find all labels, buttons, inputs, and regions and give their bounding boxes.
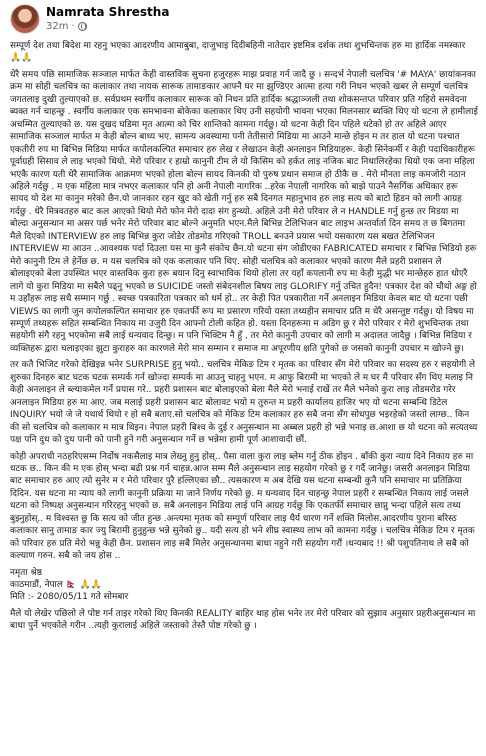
post-paragraph: तर कतै भिजिट गरेको देखिइन्न भनेर SURPRISE हुनु भयो.. चलचित्र मेकिङ टिम र मृतक का परिवार सँग मेरो परिवार का सदस्य हरु र सहयोगी ले शुरुका दिनहरु बाट घटक घटक सम्पर्क गर्न खोज्दा सम्पर्क मा आउनु चाहनु भएन. म आफु बिरामी मा भएको ले म घर मै परिवार सँग थिए मलाइ नि केही अनलाइन ले ब्ल्याकमेल गर्ने प्रयास गरे.. प्रहरी प्रशासन बाट बोलाइएको बेला मैले मेरो भनाई राखें तर मैले भनेको कुरा लाइ तोडमरोड गरेर अनलाइन मिडिया हरु मा आए. जब मलाई प्रहरी प्रशासन बाट बोलावट भयो म तुरुन्त म प्रहरी कार्यालय हाजिर भए यो धटना सम्बन्धि डिटेल INQUIRY भयो जे जे यथार्थ थियो र हो सबै बताए.सो चलचित्र को मेकिङ टिम कलाकार हरु सबै जना सँग सोधपुछ भइरहेको जस्तो लाग्छ.. किन की सो चलचित्र को कलाकार म मात्र थिइन। नेपाल प्रहरी बिश्व के दुई र अनुसन्धान मा अब्बल प्रहरी हो भन्ने भनाइ छ.आशा छ यो धटना को सत्यतथ्य पक्ष पनि दुध को दुध पानी को पानी हुने गरी अनुसन्धान गर्ने छ भन्नेमा हामी पूर्ण आशावादी छौं. (10, 360, 478, 446)
signature-date: मिति :- 2080/05/11 गते सोमबार (10, 592, 129, 603)
post-time[interactable]: 32m (46, 21, 69, 32)
post-body (10, 40, 478, 637)
post-closing: मैले यो लेखेर पछिलो ले पोष्ट गर्न ताइर गरेको थिए किनकी REALITY बाहिर थाह होस भनेर तर मेरो परिवार को सुझाव अनुसार प्रहरीअनुसन्धान मा बाधा पुर्ने भएकोले गरीन ..त्यही कुरालाई अहिले जस्ताको तेस्तै पोष्ट गरेको छु । (10, 608, 476, 632)
author-name[interactable]: Namrata Shrestha (46, 5, 170, 19)
post-paragraph: सम्पूर्ण देश तथा बिदेश मा रहनु भएका आदरणीय आमाबुबा, दाजुभाइ दिदीबहिनी नातेदार इष्टमित्र दर्शक तथा शुभचिन्तक हरु मा हार्दिक नमस्कार 🙏🙏 (10, 41, 466, 64)
post-paragraph: कोही अपराधी नठहरिएसम्म निर्दोष नकसैलाइ मात्र लेख्नु हुनु होस्.. पैसा वाला कुरा लाइ ब्लेम गर्नु ठीक होइन . बाँकी कुरा न्याय दिने निकाय हरु मा धटक छ.. किन की म एक होस् भन्दा बढी प्रश्न गर्न चाहन्न.आज सम्म मैले अनुसन्धान लाइ सहयोग गरेको छु र गर्दै जानेछु। जसरी अनलाइन मिडिया बाट समाचार हरु आए त्यो सुनेर म र मेरो परिवार पुरै हल्लिएका छौ.. त्यसकारण म अब देखि यस धटना सम्बन्धी कुनै पनि समाचार मा प्रतिक्रिया दिदिन. यस धटना मा न्याय को लागी कानुनी प्रक्रिया मा जाने निर्णय गरेको छु. म धन्यवाद दिन चाहन्छु नेपाल प्रहरी र सम्बन्धित निकाय लाई जसले धटना को निष्पक्ष अनुसन्धान गरिरहनु भएको छ. सबै अनलाइन मिडिया लाई पनि आग्रह गर्दछु कि एकतर्फी समाचार छाप्नु भन्दा पहिले सत्य तथ्य बुझ्नुहोस्.. म विश्वस्त छु कि सत्य को जीत हुन्छ .अन्त्यमा मृतक को सम्पूर्ण परिवार लाइ धैर्य धारण गर्ने शक्ति मिलोस.आदरणीय पुराना बरिस्ठ कलाकार सानु तामाङ कार ज्यु बिरामी हुनुहुन्छ भन्ने सुनेको छु.. यदी सत्य हो भने शीघ्र स्वास्थ्य लाभ को कामना गर्दछु । चलचित्र मेकिङ टिम र मृतक को परिवार हरु प्रति मेरो भन्नु केही छैन. प्रशासन लाइ सबै मिलेर अनुसन्धानमा बाधा नहुने गरी सहयोग गरौं ।धन्यबाद !! श्री पशुपतिनाथ ले सबै को कल्याण गरुन. सबै को जय होस .. (10, 451, 475, 562)
signature-name: नमृता श्रेष्ठ (10, 567, 42, 578)
signature-block (10, 567, 478, 604)
globe-icon (78, 22, 87, 31)
post-header (6, 4, 480, 38)
author-avatar[interactable] (10, 4, 40, 34)
meta-separator: · (71, 21, 75, 32)
signature-location: काठमाडौं, नेपाल 🇳🇵 🙏🙏 (10, 580, 102, 591)
post-meta (46, 21, 87, 32)
post-paragraph: धेरै समय पछि सामाजिक सञ्जाल मार्फत केही वास्तविक सुचना हजुरहरू माझ प्रवाह गर्न जादै छु । सन्दर्भ नेपाली चलचित्र '# MAYA' छायांकनका क्रम मा सोही चलचित्र का कलाकार तथा नायक सारूक तामाङकार आफ्नै घर मा झुण्डिएर आत्मा हत्या गरी निधन भएको खबर ले सम्पूर्ण चलचित्र जगतलाइ दुखी तुल्याएको छ. सर्वप्रथम स्वर्गीय कलाकार सारूक को निधन प्रति हार्दिक श्रद्धाञ्जली तथा शोकसन्तप्त परिवार प्रति गहिरो समवेदना ब्यक्त गर्न चाहन्छु . स्वर्गीय कलाकार एक समभावना बोकेका कलाकार थिए उनी सहयोगी भावना भएका मिलनसार ब्यक्ति थिए यो धटना ले हामीलाई अचम्मित तुल्याएको छ. यस दुखद घडिमा मृत आत्मा को चिर शान्तिको कामना गर्दछु। यो धटना केही दिन पहिले धटेको हो तर अहिले आएर सामाजिक सञ्जाल मार्फत म केही बोल्न बाध्य भए. सामन्य अवस्थामा पनी तेतीसारो मिडिया मा आउने मान्छे होइन म तर हाल यो धटना पश्चात एकतीरी रुप मा बिभिन्न मिडिया मार्फत कपोलकल्पित समाचार हरु लेख र लेखाउन केही अनलाइन मिडियाहरू. केही सिनेकर्मी र केही पदाधिकारीहरू पूर्वाग्रही सिसाव ले लाइ भएको थियो. मेरो परिवार र हाम्रो कानुनी टीम ले यो किसिम को हर्कत लाइ नजिक बाट निधालिरहेका थियो एक जना महिला भएकै कारण यती धेरै सामाजिक आक्रमण भएको होला बोल्न सायद किनकी यो पुरुष प्रधान समाज हो ठीकै छ . मेरो मौनता लाइ कमजोरी नठान अहिले गर्दछु . म एक महिला मात्र नभएर कलाकार पनि हो अनी नेपाली नागरिक ..हरेक नेपाली नागरिक को बाझे पाउने नैसर्गिक अधिकार हरू सायद यो देश मा कानुन मरेको छैन.यो जानकार रहन खुट को खेती गर्नु हरु सबै दिनगत महानुभाव हरु लाइ सत्य को बाटो हिडन को लागी आग्रह गर्दछु . धेरै मित्रवतहरु बाट कल आएको थियो मेरो फोन मेरो दादा संग हुन्थ्यो. अहिले उनी मेरो परिवार ले न HANDLE गर्नु हुन्छ तर मिडया मा बोल्दा अनुसन्धान मा असर पर्छ भनेर मेरो परिवार बाट बोल्ने अनुमति भएन.मैले बिभिन्न टेलिभिजन बाट लाइभ अन्तर्वार्ता दिन समय त छ बिगतमा मैले दिएको INTERVIEW हरु लाइ बिभिन्न कुरा जोडेर तोडमोड गरिएको TROLL बनउने प्रयास भयो यसकारण यस बखत टेलिभिजन INTERVIEW मा आउन ..आवश्यक पर्दा दिउला यस मा कुनै संकोच छैन.यो धटना संग जोडीएका FABRICATED समाचार र बिभिन्न भिडियो हरू मेरो कानुनी टिम ले हेर्नेछ छ. म यस चलचित्र को एक कलाकार पनि थिए. सोही चलचित्र को कलाकार भएको कारण मैले प्रहरी प्रशासन ले बोलाइएको बेला उपस्थित भएर वास्तविक कुरा हरू बयान दिनु स्वाभाविक थियो होला तर यहाँ कपलानी रुप मा केही मुद्धी भर मान्छेहरु हात धोएरै लागे यो कुरा मिडिया मा सबैले पढ्नु भएको छ SUICIDE जस्तो संबेदनशील बिषय लाइ GLORIFY गर्नु उचित हुदैन! पत्रकार देश को चौथो अङ्ग हो म उहाँहरू लाइ सधै सम्मान गर्छु . स्वच्छ पत्रकारिता पत्रकार को धर्म हो.. तर केही पित पत्रकारीता गर्ने अनलाइन मिडिया केवल बाट यो धटना पछी VIEWS का लागी जुन कपोलकल्पित समाचार हरु एकतर्फी रूप मा प्रसारण गरियो यस्ता तथ्यहीन समाचार प्रति म धेरै असन्तुष्ट गर्दछु। यो विषय मा सम्पूर्ण तथ्यहरू सहित सम्बन्धित निकाय मा उजुरी दिन आफ्नो टोली कहित हो. यस्ता दिनहरूमा म अडिग छु र मेरो परिवार र मेरो शुभचिन्तक तथा सहयोगी संगै रहनु भएकोमा सबै लाई धन्यवाद दिन्छु। म पनि भिक्टिम नै हुँ , तर मेरो कानुनी उपचार को लागी म अदालत जादैछु । बिभिन्न मिडिया र व्यक्तिहरू द्वारा चलाइएका झुटा कुराहरु का कारणले मेरो मान सम्मान र समाज मा अपूरणीय क्षति पुगेको छ जसको कानुनी उपचार म खोज्ने छु। (10, 69, 478, 354)
